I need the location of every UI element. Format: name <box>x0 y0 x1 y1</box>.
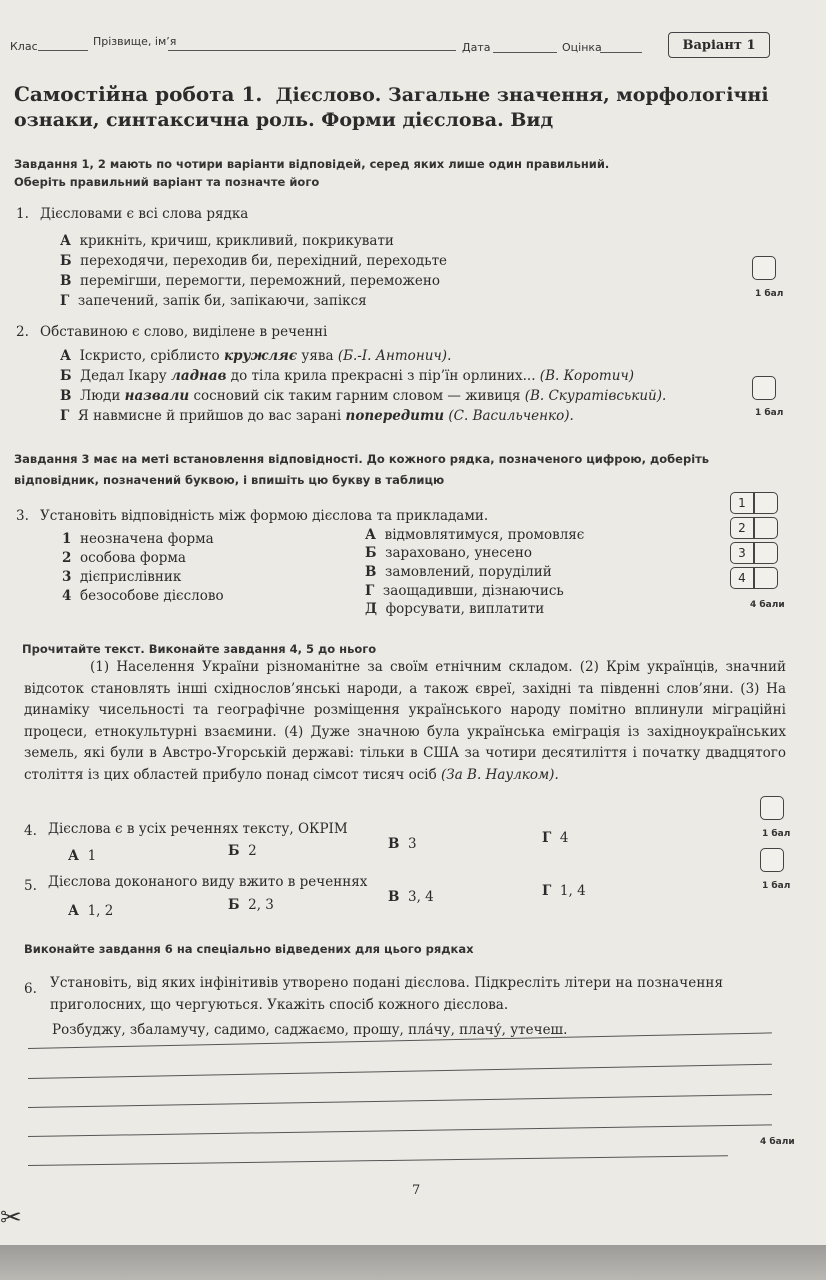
q2-points: 1 бал <box>755 408 784 418</box>
q1-points: 1 бал <box>755 289 784 299</box>
q1-answer-box[interactable] <box>752 256 776 280</box>
q5-number: 5. <box>24 878 37 894</box>
q3-right-item: Б зараховано, унесено <box>365 545 532 561</box>
q6-question-line1: Установіть, від яких інфінітивів утворено подані дієслова. Підкресліть літери на позначення <box>50 975 724 991</box>
q5-option-c[interactable]: В 3, 4 <box>388 889 434 905</box>
answer-line[interactable] <box>28 1124 772 1137</box>
q6-points: 4 бали <box>760 1137 795 1147</box>
q3-left-item: 3 дієприслівник <box>62 569 182 585</box>
q4-points: 1 бал <box>762 829 791 839</box>
answer-line[interactable] <box>28 1064 772 1079</box>
q5-option-a[interactable]: А 1, 2 <box>68 903 114 919</box>
reading-passage: (1) Населення України різноманітне за своїм етнічним складом. (2) Крім українців, значний відсоток становлять інші східнослов’янські народи, а також євреї, західні та південні слов’яни. (3) На динаміку чисельності та географічне розміщення українського народу помітно вплинули міграційні процеси, етнокультурні взаємини. (4) Дуже значною була українська еміграція із західноукраїнських земель, які були в Австро-Угорській державі: тільки в США за чотири десятиліття і початку двадцятого століття із цих областей прибуло понад сімсот тисяч осіб (За В. Наулком). <box>24 659 786 783</box>
scissors-icon: ✂ <box>0 1203 22 1233</box>
q3-table-answer-cell[interactable] <box>754 542 778 564</box>
q3-right-item: А відмовлятимуся, промовляє <box>365 527 585 543</box>
grade-field[interactable] <box>600 52 642 53</box>
answer-line[interactable] <box>28 1094 772 1108</box>
q6-words: Розбуджу, збаламучу, садимо, саджаємо, прошу, пла́чу, плачу́, утечеш. <box>52 1022 568 1038</box>
q3-number: 3. <box>16 508 29 524</box>
variant-badge: Варіант 1 <box>668 32 770 58</box>
q3-right-item: Г заощадивши, дізнаючись <box>365 583 564 599</box>
q4-option-b[interactable]: Б 2 <box>228 843 257 859</box>
q1-option-c[interactable]: В перемігши, перемогти, переможний, переможено <box>60 273 441 289</box>
title-prefix: Самостійна робота 1. <box>14 82 263 106</box>
name-field[interactable] <box>168 50 456 51</box>
q1-option-d[interactable]: Г запечений, запік би, запікаючи, запікся <box>60 293 367 309</box>
instruction-text-tasks: Прочитайте текст. Виконайте завдання 4, 5 до нього <box>22 642 377 656</box>
q3-table-row-label: 1 <box>730 492 754 514</box>
q3-table-row-label: 4 <box>730 567 754 589</box>
q5-points: 1 бал <box>762 881 791 891</box>
q4-option-c[interactable]: В 3 <box>388 836 417 852</box>
q5-option-b[interactable]: Б 2, 3 <box>228 897 274 913</box>
q1-question: Дієсловами є всі слова рядка <box>40 206 249 222</box>
q1-number: 1. <box>16 206 29 222</box>
q3-left-item: 4 безособове дієслово <box>62 588 224 604</box>
q3-right-item: Д форсувати, виплатити <box>365 601 545 617</box>
class-label: Клас <box>10 40 38 53</box>
name-label: Прізвище, ім’я <box>93 35 177 48</box>
date-field[interactable] <box>493 52 557 53</box>
q5-answer-box[interactable] <box>760 848 784 872</box>
q3-table-answer-cell[interactable] <box>754 517 778 539</box>
q6-number: 6. <box>24 981 37 997</box>
instruction-task-3: Завдання 3 має на меті встановлення відповідності. До кожного рядка, позначеного цифрою, доберіть <box>14 452 710 466</box>
q3-table-answer-cell[interactable] <box>754 567 778 589</box>
q6-question-line2: приголосних, що чергуються. Укажіть спосіб кожного дієслова. <box>50 997 509 1013</box>
q2-answer-box[interactable] <box>752 376 776 400</box>
q3-question: Установіть відповідність між формою дієслова та прикладами. <box>40 508 489 524</box>
q3-left-item: 2 особова форма <box>62 550 186 566</box>
instruction-tasks-1-2: Завдання 1, 2 мають по чотири варіанти відповідей, серед яких лише один правильний. <box>14 157 610 171</box>
q2-number: 2. <box>16 324 29 340</box>
title-text: Дієслово. Загальне значення, морфологічні ознаки, синтаксична роль. Форми дієслова. Вид <box>14 84 769 131</box>
q3-table-row-label: 2 <box>730 517 754 539</box>
instruction-task-3-line2: відповідник, позначений буквою, і впишіть цю букву в таблицю <box>14 473 445 487</box>
q3-points: 4 бали <box>750 600 785 610</box>
q2-question: Обставиною є слово, виділене в реченні <box>40 324 328 340</box>
date-label: Дата <box>462 41 491 54</box>
instruction-tasks-1-2-line2: Оберіть правильний варіант та позначте його <box>14 175 320 189</box>
q4-option-d[interactable]: Г 4 <box>542 830 569 846</box>
q2-option-a[interactable]: А Іскристо, сріблисто кружляє уява (Б.-І. Антонич). <box>60 348 452 364</box>
q3-left-item: 1 неозначена форма <box>62 531 214 547</box>
q4-question: Дієслова є в усіх реченнях тексту, ОКРІМ <box>48 821 348 837</box>
q4-option-a[interactable]: А 1 <box>68 848 97 864</box>
q5-option-d[interactable]: Г 1, 4 <box>542 883 586 899</box>
answer-line[interactable] <box>28 1155 728 1166</box>
q1-option-a[interactable]: А крикніть, кричиш, крикливий, покрикувати <box>60 233 394 249</box>
q3-right-item: В замовлений, поруділий <box>365 564 552 580</box>
page-number: 7 <box>412 1183 421 1198</box>
q2-option-b[interactable]: Б Дедал Ікару ладнав до тіла крила прекрасні з пір’їн орлиних... (В. Коротич) <box>60 368 635 384</box>
q2-option-d[interactable]: Г Я навмисне й прийшов до вас зарані попередити (С. Васильченко). <box>60 408 574 424</box>
q2-option-c[interactable]: В Люди назвали сосновий сік таким гарним словом — живиця (В. Скуратівський). <box>60 388 667 404</box>
q5-question: Дієслова доконаного виду вжито в реченнях <box>48 874 368 890</box>
background-surface <box>0 1245 826 1280</box>
instruction-task-6: Виконайте завдання 6 на спеціально відведених для цього рядках <box>24 942 474 956</box>
grade-label: Оцінка <box>562 41 602 54</box>
q3-table-answer-cell[interactable] <box>754 492 778 514</box>
page-title <box>14 82 804 133</box>
q4-number: 4. <box>24 823 37 839</box>
q3-table-row-label: 3 <box>730 542 754 564</box>
class-field[interactable] <box>38 50 88 51</box>
q1-option-b[interactable]: Б переходячи, переходив би, перехідний, переходьте <box>60 253 448 269</box>
q4-answer-box[interactable] <box>760 796 784 820</box>
